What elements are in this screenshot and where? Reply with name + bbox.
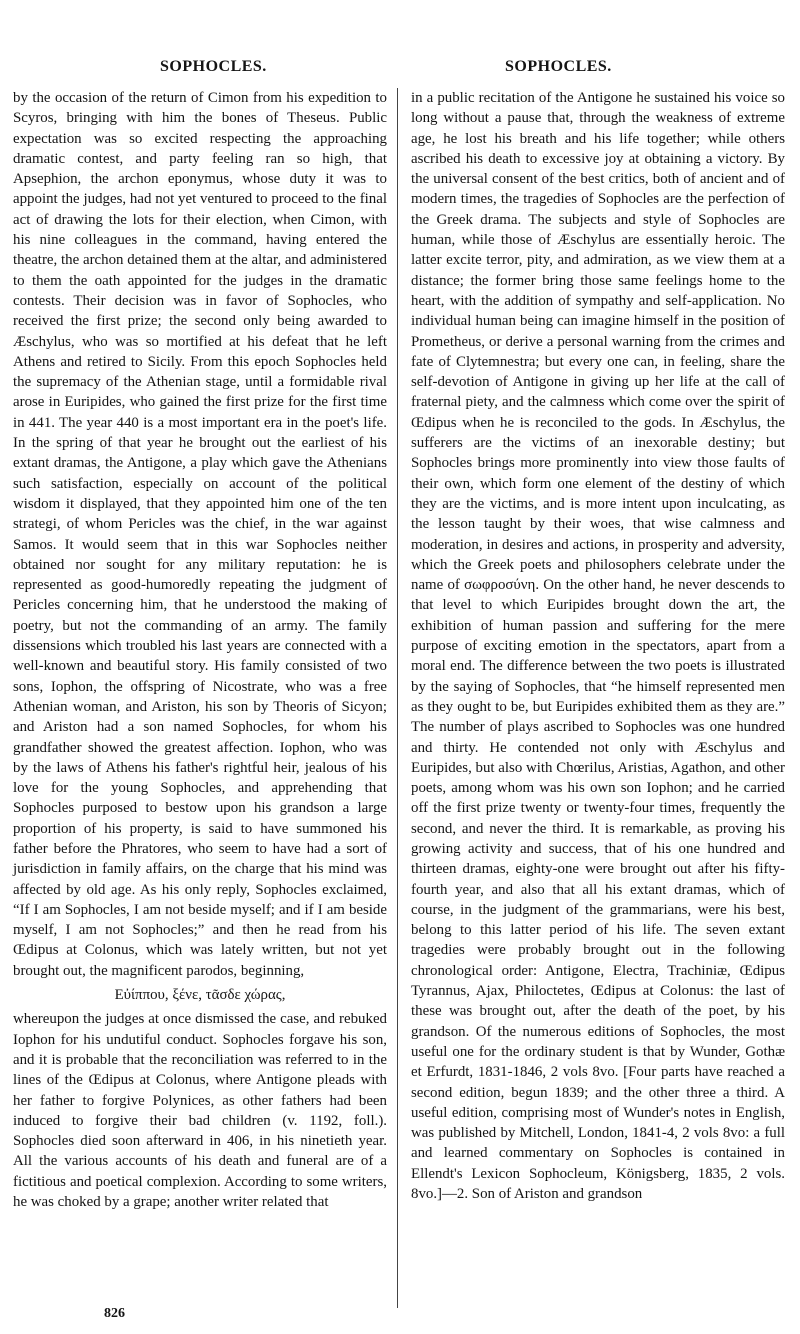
- greek-verse-quotation: Εὐίππου, ξένε, τᾶσδε χώρας,: [114, 987, 286, 1004]
- running-head-left: SOPHOCLES.: [160, 58, 267, 75]
- running-head-right: SOPHOCLES.: [505, 58, 612, 75]
- column-divider: [397, 88, 398, 1308]
- right-paragraph-1: in a public recitation of the Antigone he sustained his voice so long without a pause that, through the weakness of extreme age, he lost his breath and his life together; while others ascribed his death to excessive joy at obtaining a victory. By the universal consent of the best critics, both of ancient and of modern times, the tragedies of Sophocles are the perfection of the Greek drama. The subjects and style of Sophocles are human, while those of Æschylus are essentially heroic. The latter excite terror, pity, and admiration, as we view them at a distance; the former bring those same feelings home to the heart, with the addition of sympathy and self-application. No individual human being can imagine himself in the position of Prometheus, or derive a personal warning from the crimes and fate of Clytemnestra; but every one can, in feeling, share the self-devotion of Antigone in giving up her life at the call of fraternal piety, and the calmness which come over the spirit of Œdipus when he is reconciled to the gods. In Æschylus, the sufferers are the victims of an inexorable destiny; but Sophocles brings more prominently into view those faults of their own, which form one element of the destiny of which they are the victims, and is more intent upon inculcating, as the lesson taught by their woes, that wise calmness and moderation, in desires and actions, in prosperity and adversity, which the Greek poets and philosophers celebrate under the name of σωφροσύνη. On the other hand, he never descends to that level to which Euripides brought down the art, the exhibition of human passion and suffering for the mere purpose of exciting emotion in the spectators, apart from a moral end. The difference between the two poets is illustrated by the saying of Sophocles, that “he himself represented men as they ought to be, but Euripides exhibited them as they are.” The number of plays ascribed to Sophocles was one hundred and thirty. He contended not only with Æschylus and Euripides, but also with Chœrilus, Aristias, Agathon, and other poets, among whom was his own son Iophon; and he carried off the first prize twenty or twenty-four times, frequently the second, and never the third. It is remarkable, as proving his growing activity and success, that of his one hundred and thirteen dramas, eighty-one were brought out after his fifty-fourth year, and also that all his extant dramas, which of course, in the judgment of the grammarians, were his best, belong to this latter period of his life. The seven extant tragedies were probably brought out in the following chronological order: Antigone, Electra, Trachiniæ, Œdipus Tyrannus, Ajax, Philoctetes, Œdipus at Colonus: the last of these was brought out, after the death of the poet, by his grandson. Of the numerous editions of Sophocles, the most useful one for the ordinary student is that by Wunder, Gothæ et Erfurdt, 1831-1846, 2 vols 8vo. [Four parts have reached a second edition, begun 1839; and the other three a third. A useful edition, comprising most of Wunder's notes in English, was published by Mitchell, London, 1841-4, 2 vols 8vo: a full and learned commentary on Sophocles is contained in Ellendt's Lexicon Sophocleum, Königsberg, 1835, 2 vols. 8vo.]—2. Son of Ariston and grandson: [411, 90, 785, 1203]
- page-number: 826: [104, 1306, 125, 1321]
- left-paragraph-1: by the occasion of the return of Cimon from his expedition to Scyros, bringing with him the bones of Theseus. Public expectation was so excited respecting the approaching dramatic contest, and party feeling ran so high, that Apsephion, the archon eponymus, whose duty it was to appoint the judges, had not yet ventured to proceed to the final act of drawing the lots for their election, when Cimon, with his nine colleagues in the command, having entered the theatre, the archon detained them at the altar, and administered to them the oath appointed for the judges in the dramatic contests. Their decision was in favor of Sophocles, who received the first prize; the second only being awarded to Æschylus, who was so mortified at his defeat that he left Athens and retired to Sicily. From this epoch Sophocles held the supremacy of the Athenian stage, until a formidable rival arose in Euripides, who gained the first prize for the first time in 441. The year 440 is a most important era in the poet's life. In the spring of that year he brought out the earliest of his extant dramas, the Antigone, a play which gave the Athenians such satisfaction, especially on account of the political wisdom it displayed, that they appointed him one of the ten strategi, of whom Pericles was the chief, in the war against Samos. It would seem that in this war Sophocles neither obtained nor sought for any military reputation: he is represented as good-humoredly repeating the judgment of Pericles concerning him, that he understood the making of poetry, but not the commanding of an army. The family dissensions which troubled his last years are connected with a well-known and beautiful story. His family consisted of two sons, Iophon, the offspring of Nicostrate, who was a free Athenian woman, and Ariston, his son by Theoris of Sicyon; and Ariston had a son named Sophocles, for whom his grandfather showed the greatest affection. Iophon, who was by the laws of Athens his father's rightful heir, jealous of his love for the young Sophocles, and apprehending that Sophocles purposed to bestow upon his grandson a large proportion of his property, is said to have summoned his father before the Phratores, who seem to have had a sort of jurisdiction in family affairs, on the charge that his mind was affected by old age. As his only reply, Sophocles exclaimed, “If I am Sophocles, I am not beside myself; and if I am beside myself, I am not Sophocles;” and then he read from his Œdipus at Colonus, which was lately written, but not yet brought out, the magnificent parodos, beginning,: [13, 90, 387, 979]
- left-column: [13, 88, 387, 1212]
- running-head: [0, 58, 800, 80]
- right-column: [411, 88, 785, 1204]
- left-paragraph-2: whereupon the judges at once dismissed the case, and rebuked Iophon for his undutiful conduct. Sophocles forgave his son, and it is probable that the reconciliation was referred to in the lines of the Œdipus at Colonus, where Antigone pleads with her father to forgive Polynices, as other fathers had been induced to forgive their bad children (v. 1192, foll.). Sophocles died soon afterward in 406, in his ninetieth year. All the various accounts of his death and funeral are of a fictitious and poetical complexion. According to some writers, he was choked by a grape; another writer related that: [13, 1011, 387, 1211]
